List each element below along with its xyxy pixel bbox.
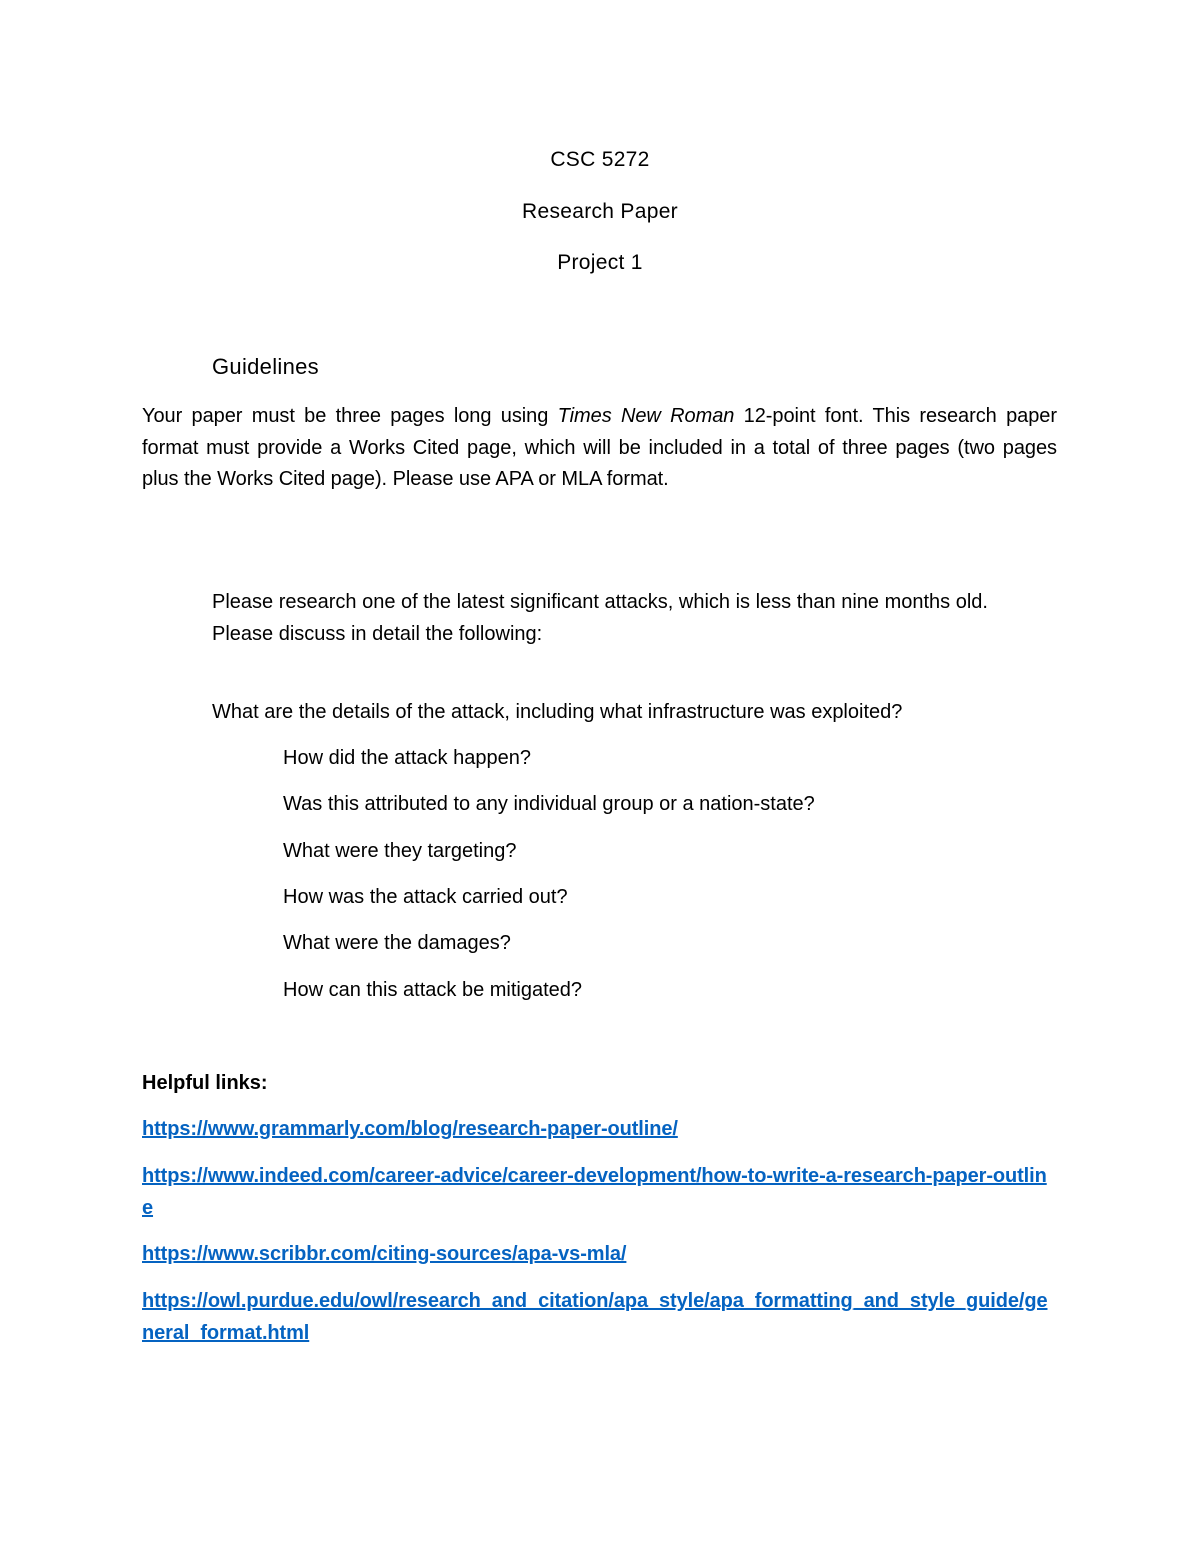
- guidelines-heading: Guidelines: [212, 354, 319, 379]
- sub-question: What were the damages?: [283, 932, 511, 954]
- assignment-line-2: Please discuss in detail the following:: [212, 623, 543, 645]
- sub-question: What were they targeting?: [283, 840, 517, 862]
- guidelines-paragraph: [142, 401, 1057, 496]
- sub-question: How did the attack happen?: [283, 747, 531, 769]
- font-name: Times New Roman: [557, 405, 735, 427]
- link-purdue-owl[interactable]: https://owl.purdue.edu/owl/research_and_citation/apa_style/apa_formatting_and_style_guide/general_format.html: [142, 1290, 1048, 1344]
- helpful-links-label: Helpful links:: [142, 1072, 268, 1094]
- link-indeed[interactable]: https://www.indeed.com/career-advice/career-development/how-to-write-a-research-paper-outline: [142, 1165, 1047, 1219]
- document-type: Research Paper: [522, 200, 678, 223]
- sub-question: Was this attributed to any individual group or a nation-state?: [283, 793, 815, 815]
- link-grammarly[interactable]: https://www.grammarly.com/blog/research-paper-outline/: [142, 1118, 678, 1140]
- guidelines-text-before: Your paper must be three pages long using: [142, 405, 558, 427]
- sub-question: How can this attack be mitigated?: [283, 979, 583, 1001]
- link-scribbr[interactable]: https://www.scribbr.com/citing-sources/apa-vs-mla/: [142, 1243, 627, 1265]
- course-title: CSC 5272: [550, 148, 650, 171]
- project-title: Project 1: [557, 251, 643, 274]
- guidelines-text-after: 12-point font. This research paper format must provide a Works Cited page, which will be included in a total of three pages (two pages plus the Works Cited page). Please use APA or MLA format.: [142, 405, 1057, 490]
- main-question: What are the details of the attack, including what infrastructure was exploited?: [212, 701, 903, 723]
- assignment-line-1: Please research one of the latest significant attacks, which is less than nine months old.: [212, 591, 988, 613]
- sub-question: How was the attack carried out?: [283, 886, 568, 908]
